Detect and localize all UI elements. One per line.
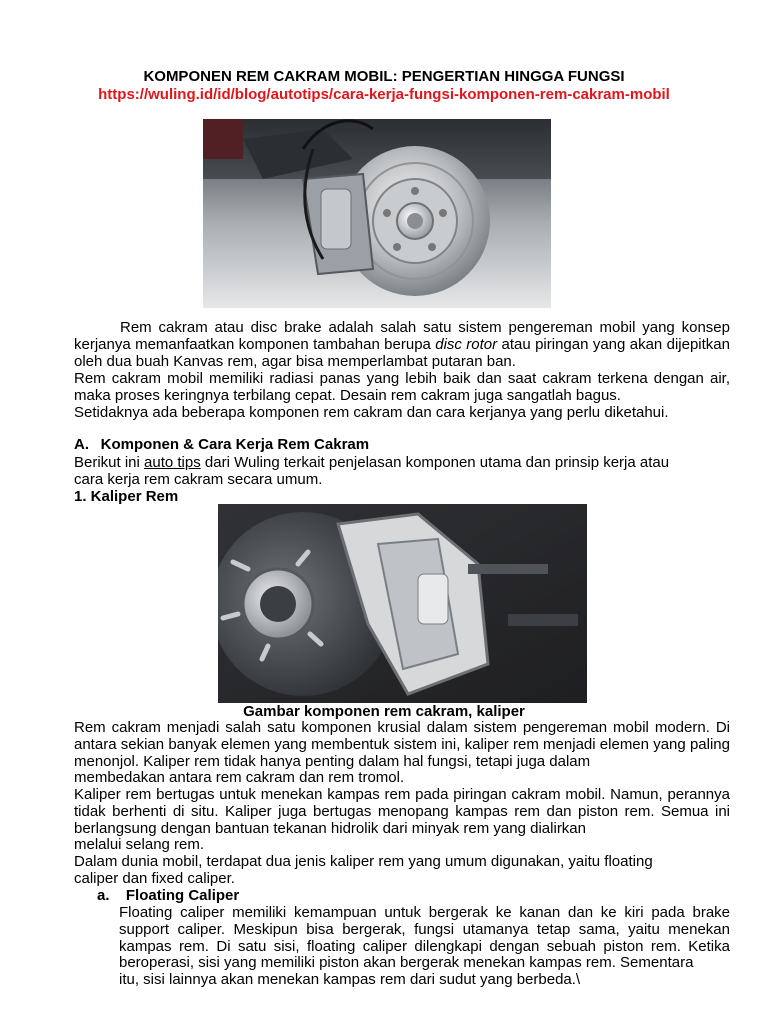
intro-p2-body: Rem cakram mobil memiliki radiasi panas yang lebih baik dan saat cakram terkena dengan air, maka proses keringnya terbilang cepat. Desain rem cakram juga sangatlah bagus. (74, 370, 730, 404)
kaliper-p3-body: Dalam dunia mobil, terdapat dua jenis kaliper rem yang umum digunakan, yaitu floating (74, 853, 653, 870)
kaliper-p2-body: Kaliper rem bertugas untuk menekan kampas rem pada piringan cakram mobil. Namun, perannya tidak berhenti di situ. Kaliper juga bertugas menopang kampas rem dan piston rem. Semua ini berlangsung dengan bantuan tekanan hidrolik dari minyak rem yang dialirkan (74, 786, 730, 837)
kaliper-paragraph-3 (74, 854, 730, 888)
floating-caliper-body: Floating caliper memiliki kemampuan untuk bergerak ke kanan dan ke kiri pada brake support caliper. Meskipun bisa bergerak, fungsi utamanya tetap sama, yaitu menekan kampas rem. Di satu sisi, floating caliper dilengkapi dengan sebuah piston rem. Ketika beroperasi, sisi yang memiliki piston akan bergerak menekan kampas rem. Sementara (119, 904, 730, 972)
section-a-paragraph (74, 455, 730, 489)
section-a-heading: A. Komponen & Cara Kerja Rem Cakram (74, 436, 370, 453)
kaliper-p1-last: membedakan antara rem cakram dan rem tromol. (74, 769, 405, 787)
document-title: KOMPONEN REM CAKRAM MOBIL: PENGERTIAN HINGGA FUNGSI (143, 68, 625, 85)
image-caption: Gambar komponen rem cakram, kaliper (243, 703, 525, 720)
section-a-text-b: dari Wuling terkait penjelasan komponen utama dan prinsip kerja atau (204, 454, 670, 471)
intro-p2-last: Setidaknya ada beberapa komponen rem cakram dan cara kerjanya yang perlu diketahui. (74, 403, 669, 421)
list-label-a: a. (97, 887, 110, 904)
kaliper-heading: 1. Kaliper Rem (74, 488, 179, 505)
floating-caliper-paragraph (119, 905, 730, 989)
auto-tips-link[interactable]: auto tips (144, 454, 201, 471)
section-a-last: cara kerja rem cakram secara umum. (74, 470, 323, 488)
kaliper-paragraph-2 (74, 787, 730, 854)
intro-text-a: Rem cakram atau disc brake adalah salah satu sistem pengereman mobil yang konsep kerjanya memanfaatkan komponen tambahan berupa (74, 319, 730, 353)
section-a-text-a: Berikut ini (74, 454, 140, 471)
intro-paragraph-1 (74, 320, 730, 370)
disc-rotor-term: disc rotor (435, 335, 498, 353)
kaliper-p2-last: melalui selang rem. (74, 836, 205, 854)
kaliper-paragraph-1 (74, 720, 730, 787)
floating-caliper-heading (97, 888, 397, 905)
intro-text-b: atau piringan yang akan dijepitkan oleh dua buah Kanvas rem, agar bisa memperlambat putaran ban. (74, 335, 730, 370)
disc-brake-photo (203, 119, 551, 308)
brake-caliper-photo (218, 504, 587, 703)
intro-paragraph-2 (74, 371, 730, 421)
kaliper-p1-body: Rem cakram menjadi salah satu komponen krusial dalam sistem pengereman mobil modern. Di antara sekian banyak elemen yang membentuk sistem ini, kaliper rem menjadi elemen yang paling menonjol. Kaliper rem tidak hanya penting dalam hal fungsi, tetapi juga dalam (74, 719, 730, 770)
kaliper-p3-last: caliper dan fixed caliper. (74, 869, 235, 887)
floating-caliper-title: Floating Caliper (125, 887, 240, 904)
source-url-link[interactable]: https://wuling.id/id/blog/autotips/cara-kerja-fungsi-komponen-rem-cakram-mobil (98, 86, 670, 103)
floating-caliper-last: itu, sisi lainnya akan menekan kampas rem dari sudut yang berbeda.\ (119, 971, 581, 989)
